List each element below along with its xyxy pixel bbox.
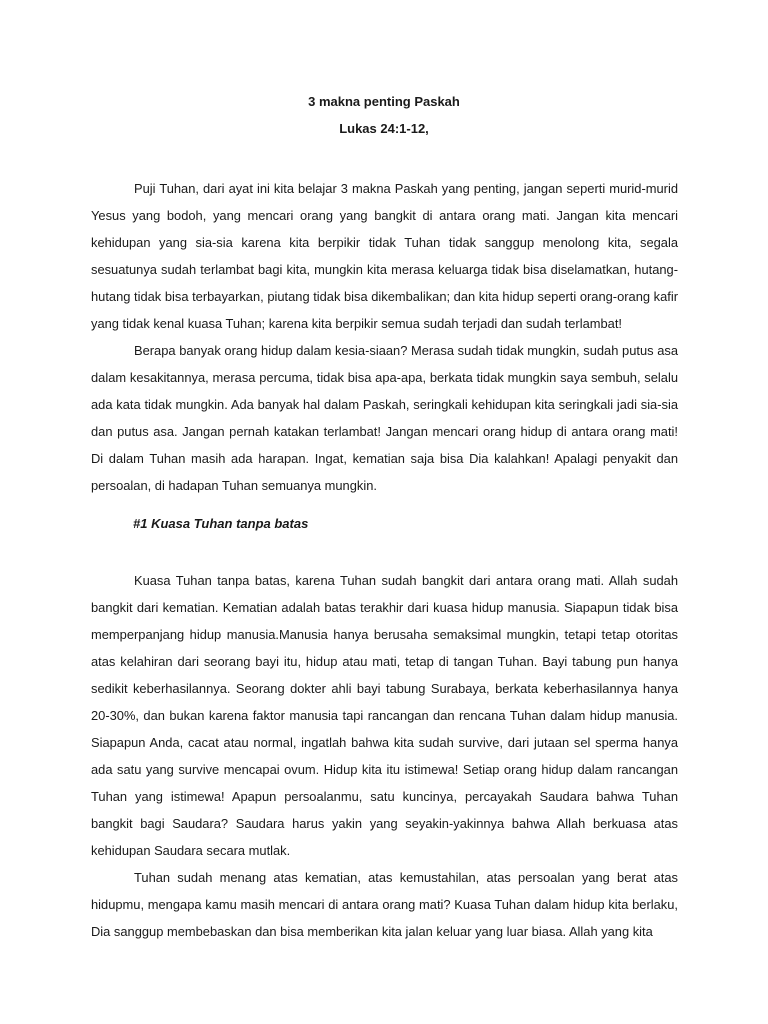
- paragraph: Tuhan sudah menang atas kematian, atas kemustahilan, atas persoalan yang berat atas hidupmu, mengapa kamu masih mencari di antara orang mati? Kuasa Tuhan dalam hidup kita berlaku, Dia sanggup membebaskan dan bisa memberikan kita jalan keluar yang luar biasa. Allah yang kita: [91, 870, 678, 939]
- section-heading: #1 Kuasa Tuhan tanpa batas: [133, 516, 309, 531]
- section-body: [91, 567, 678, 945]
- paragraph: Kuasa Tuhan tanpa batas, karena Tuhan sudah bangkit dari antara orang mati. Allah sudah bangkit dari kematian. Kematian adalah batas terakhir dari kuasa hidup manusia. Siapapun tidak bisa memperpanjang hidup manusia.Manusia hanya berusaha semaksimal mungkin, tetapi tetap otoritas atas kelahiran dari seorang bayi itu, hidup atau mati, tetap di tangan Tuhan. Bayi tabung pun hanya sedikit keberhasilannya. Seorang dokter ahli bayi tabung Surabaya, berkata keberhasilannya hanya 20-30%, dan bukan karena faktor manusia tapi rancangan dan rencana Tuhan dalam hidup manusia. Siapapun Anda, cacat atau normal, ingatlah bahwa kita sudah survive, dari jutaan sel sperma hanya ada satu yang survive mencapai ovum. Hidup kita itu istimewa! Setiap orang hidup dalam rancangan Tuhan yang istimewa! Apapun persoalanmu, satu kuncinya, percayakah Saudara bahwa Tuhan bangkit bagi Saudara? Saudara harus yakin yang seyakin-yakinnya bahwa Allah berkuasa atas kehidupan Saudara secara mutlak.: [91, 573, 678, 858]
- document-title: 3 makna penting Paskah: [308, 94, 460, 109]
- scripture-reference: Lukas 24:1-12,: [339, 121, 429, 136]
- paragraph: Berapa banyak orang hidup dalam kesia-siaan? Merasa sudah tidak mungkin, sudah putus asa dalam kesakitannya, merasa percuma, tidak bisa apa-apa, berkata tidak mungkin saya sembuh, selalu ada kata tidak mungkin. Ada banyak hal dalam Paskah, seringkali kehidupan kita seringkali jadi sia-sia dan putus asa. Jangan pernah katakan terlambat! Jangan mencari orang hidup di antara orang mati! Di dalam Tuhan masih ada harapan. Ingat, kematian saja bisa Dia kalahkan! Apalagi penyakit dan persoalan, di hadapan Tuhan semuanya mungkin.: [91, 343, 678, 493]
- paragraph: Puji Tuhan, dari ayat ini kita belajar 3 makna Paskah yang penting, jangan seperti murid-murid Yesus yang bodoh, yang mencari orang yang bangkit di antara orang mati. Jangan kita mencari kehidupan yang sia-sia karena kita berpikir tidak Tuhan tidak sanggup menolong kita, segala sesuatunya sudah terlambat bagi kita, mungkin kita merasa keluarga tidak bisa diselamatkan, hutang-hutang tidak bisa terbayarkan, piutang tidak bisa dikembalikan; dan kita hidup seperti orang-orang kafir yang tidak kenal kuasa Tuhan; karena kita berpikir semua sudah terjadi dan sudah terlambat!: [91, 181, 678, 331]
- intro-section: [91, 175, 678, 499]
